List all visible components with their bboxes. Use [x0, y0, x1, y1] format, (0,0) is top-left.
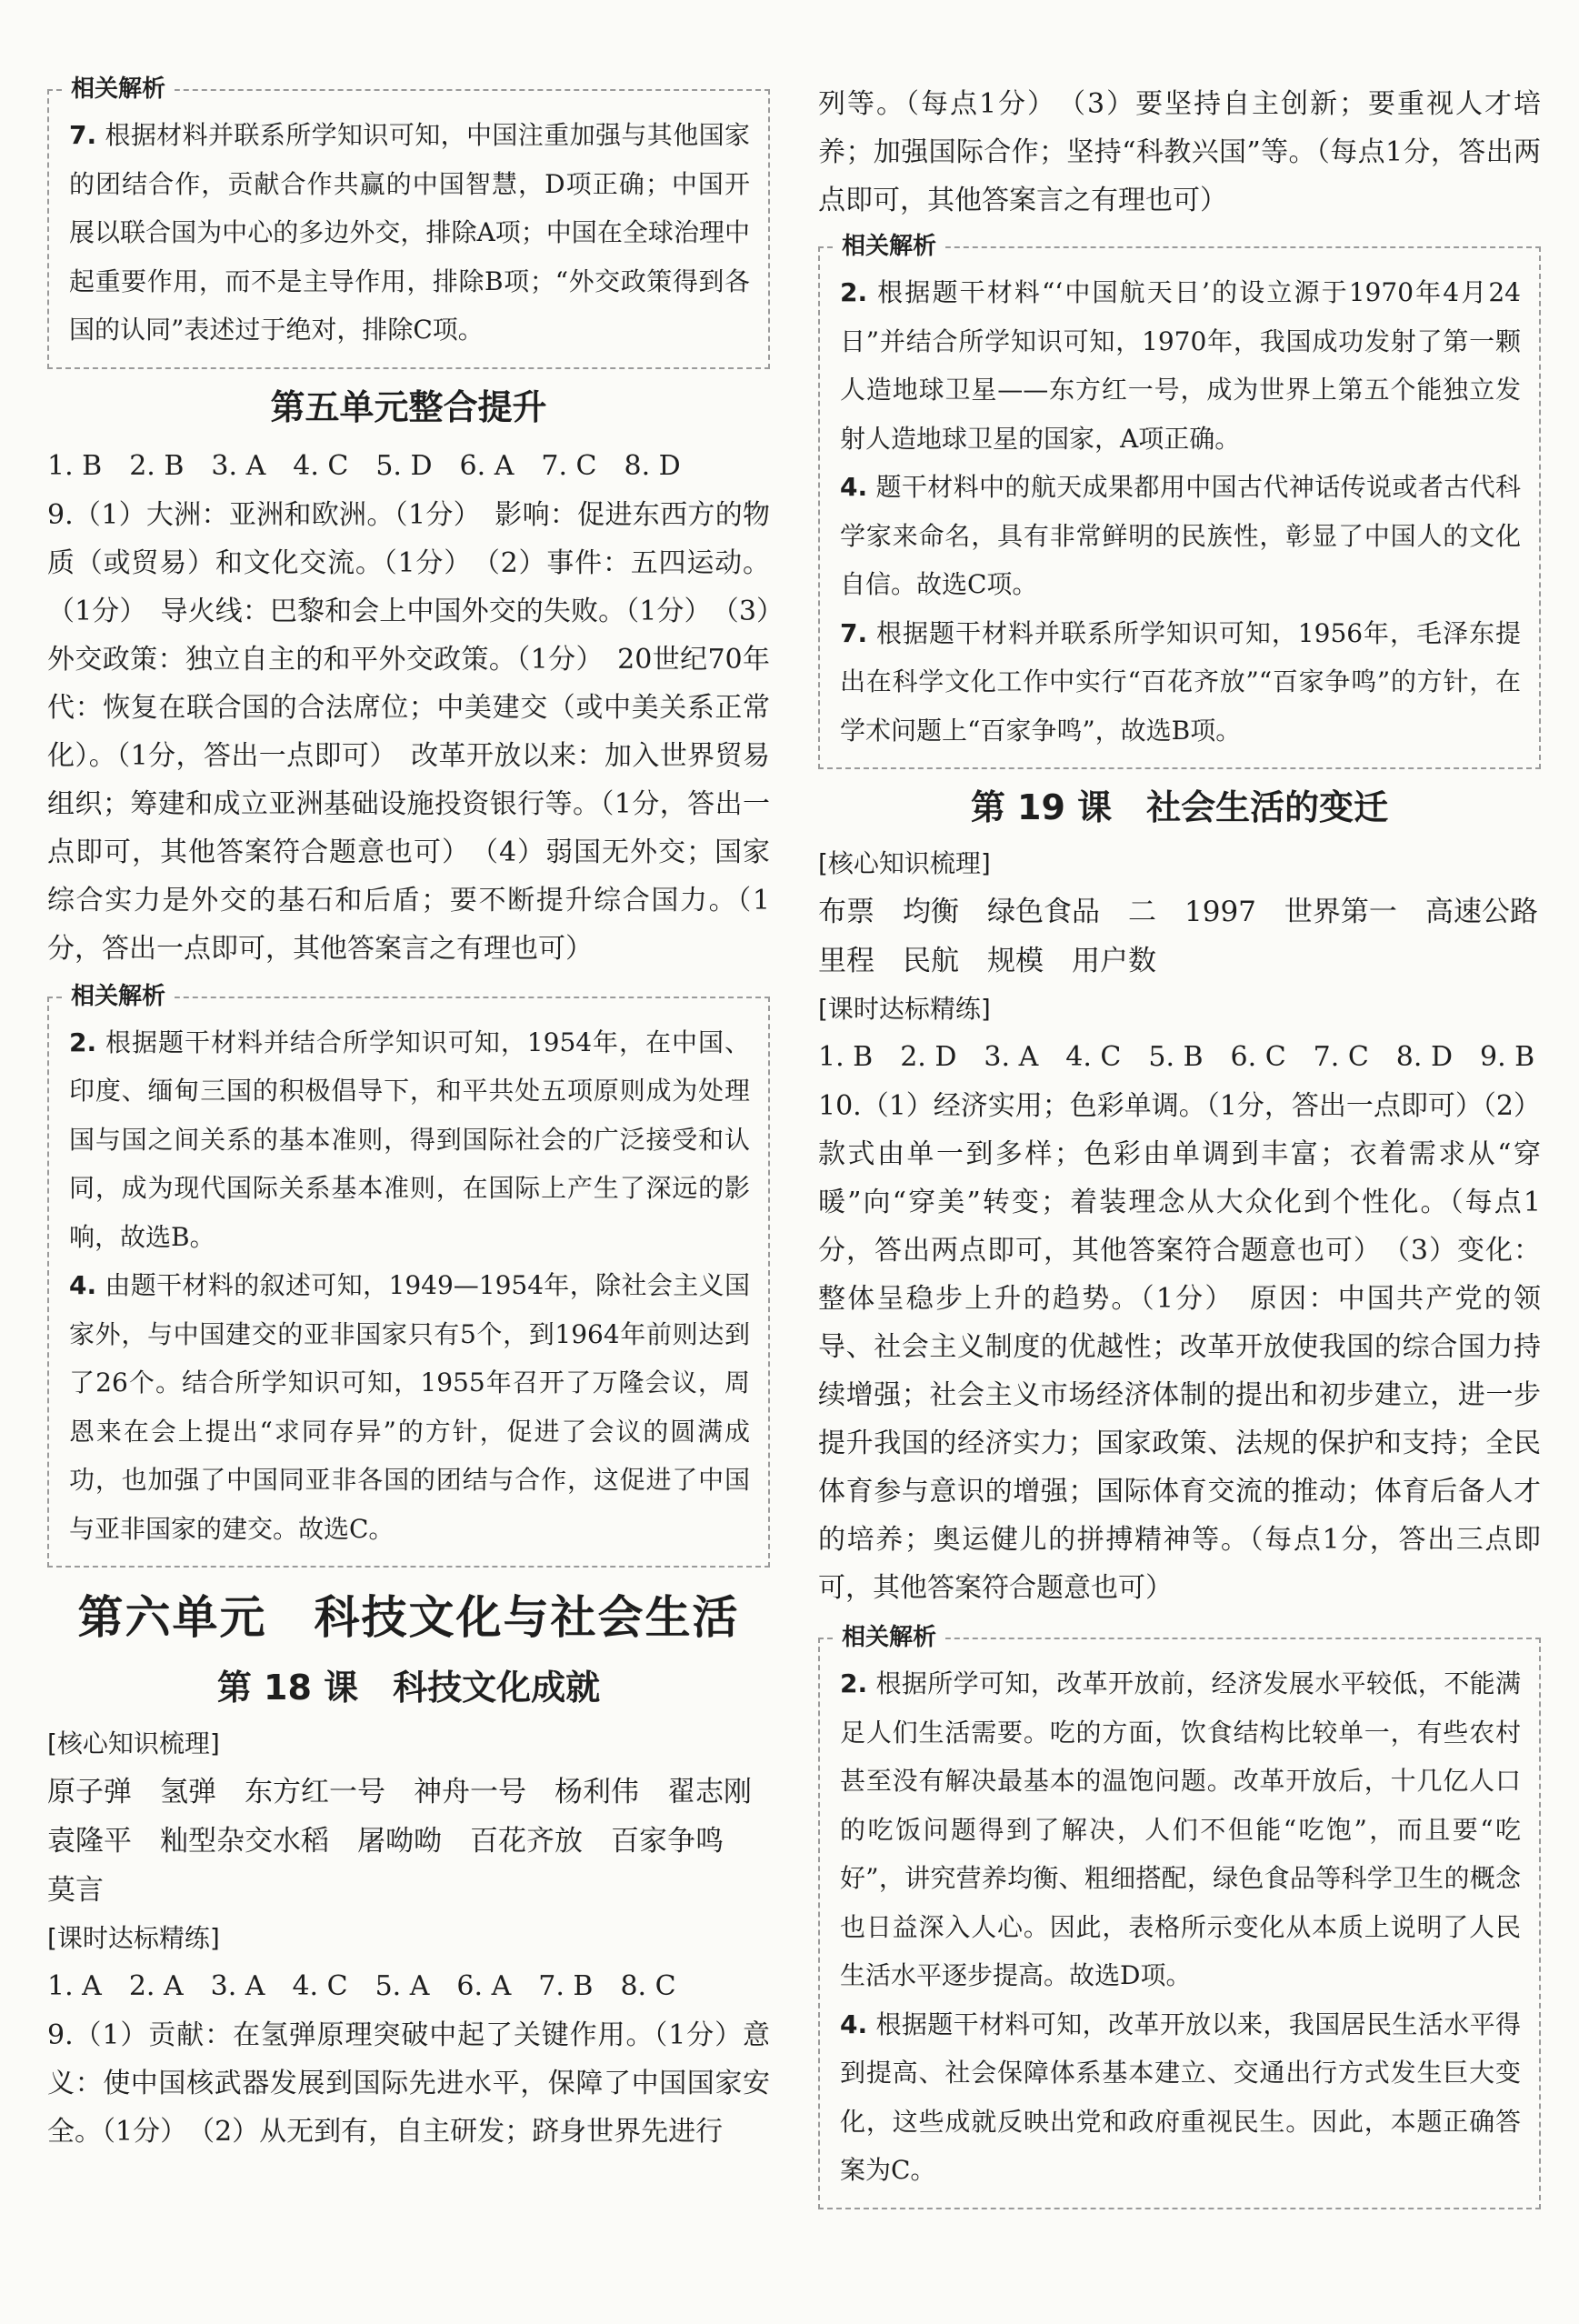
analysis-label: 相关解析 — [62, 73, 175, 105]
unit5-review-title: 第五单元整合提升 — [270, 386, 547, 427]
analysis-item: 7. 根据题干材料并联系所学知识可知，1956年，毛泽东提出在科学文化工作中实行“百花齐放”“百家争鸣”的方针，在学术问题上“百家争鸣”，故选B项。 — [840, 617, 1521, 746]
unit5-q9-answer: 9.（1）大洲：亚洲和欧洲。（1分） 影响：促进东西方的物质（或贸易）和文化交流。（1分） （2）事件：五四运动。（1分） 导火线：巴黎和会上中国外交的失败。（1分） （3）外交政策：独立自主的和平外交政策。（1分） 20世纪70年代：恢复在联合国的合法席位；中美建交（或中美关系正常化）。（1分，答出一点即可） 改革开放以来：加入世界贸易组织；筹建和成立亚洲基础设施投资银行等。（1分，答出一点即可，其他答案符合题意也可） （4）弱国无外交；国家综合实力是外交的基石和后盾；要不断提升综合国力。（1分，答出一点即可，其他答案言之有理也可） — [47, 498, 770, 965]
practice-label: [课时达标精练] — [47, 1923, 220, 1953]
analysis-item: 4. 题干材料中的航天成果都用中国古代神话传说或者古代科学家来命名，具有非常鲜明的民族性，彰显了中国人的文化自信。故选C项。 — [840, 472, 1521, 599]
analysis-label: 相关解析 — [833, 1621, 945, 1654]
right-column — [818, 80, 1541, 2222]
lesson18-keywords: 原子弹 氢弹 东方红一号 神舟一号 杨利伟 翟志刚 袁隆平 籼型杂交水稻 屠呦呦 百花齐放 百家争鸣 莫言 — [47, 1776, 780, 1907]
analysis-item: 4. 由题干材料的叙述可知，1949—1954年，除社会主义国家外，与中国建交的亚非国家只有5个，到1964年前则达到了26个。结合所学知识可知，1955年召开了万隆会议，周恩来在会上提出“求同存异”的方针，促进了会议的圆满成功，也加强了中国同亚非各国的团结与合作，这促进了中国与亚非国家的建交。故选C。 — [69, 1270, 750, 1544]
practice-label: [课时达标精练] — [818, 994, 991, 1024]
analysis-item: 2. 根据题干材料“‘中国航天日’的设立源于1970年4月24日”并结合所学知识可知，1970年，我国成功发射了第一颗人造地球卫星——东方红一号，成为世界上第五个能独立发射人造地球卫星的国家，A项正确。 — [840, 277, 1521, 454]
core-knowledge-label: [核心知识梳理] — [47, 1728, 220, 1758]
left-column — [47, 75, 780, 2156]
analysis-item: 2. 根据题干材料并结合所学知识可知，1954年，在中国、印度、缅甸三国的积极倡导下，和平共处五项原则成为处理国与国之间关系的基本准则，得到国际社会的广泛接受和认同，成为现代国际关系基本准则，在国际上产生了深远的影响，故选B。 — [69, 1027, 750, 1252]
lesson19-mc-answers: 1. B 2. D 3. A 4. C 5. B 6. C 7. C 8. D 9. B — [818, 1041, 1535, 1073]
analysis-box — [818, 1624, 1541, 2209]
analysis-box — [818, 233, 1541, 769]
lesson18-q9-answer: 9.（1）贡献：在氢弹原理突破中起了关键作用。（1分）意义：使中国核武器发展到国际先进水平，保障了中国国家安全。（1分） （2）从无到有，自主研发；跻身世界先进行 — [47, 2019, 770, 2148]
lesson18-mc-answers: 1. A 2. A 3. A 4. C 5. A 6. A 7. B 8. C — [47, 1970, 676, 2002]
analysis-item: 7. 根据材料并联系所学知识可知，中国注重加强与其他国家的团结合作，贡献合作共赢的中国智慧，D项正确；中国开展以联合国为中心的多边外交，排除A项；中国在全球治理中起重要作用，而不是主导作用，排除B项；“外交政策得到各国的认同”表述过于绝对，排除C项。 — [69, 120, 750, 345]
core-knowledge-label: [核心知识梳理] — [818, 848, 991, 878]
lesson19-q10-answer: 10.（1）经济实用；色彩单调。（1分，答出一点即可）（2）款式由单一到多样；色彩由单调到丰富；衣着需求从“穿暖”向“穿美”转变；着装理念从大众化到个性化。（每点1分，答出两点即可，其他答案符合题意也可） （3）变化：整体呈稳步上升的趋势。（1分） 原因：中国共产党的领导、社会主义制度的优越性；改革开放使我国的综合国力持续增强；社会主义市场经济体制的提出和初步建立，进一步提升我国的经济实力；国家政策、法规的保护和支持；全民体育参与意识的增强；国际体育交流的推动；体育后备人才的培养；奥运健儿的拼搏精神等。（每点1分，答出三点即可，其他答案符合题意也可） — [818, 1090, 1541, 1604]
analysis-label: 相关解析 — [62, 980, 175, 1013]
analysis-label: 相关解析 — [833, 230, 945, 263]
analysis-box — [47, 75, 770, 369]
lesson19-title: 第 19 课 社会生活的变迁 — [970, 787, 1389, 827]
analysis-box — [47, 982, 770, 1568]
analysis-item: 4. 根据题干材料可知，改革开放以来，我国居民生活水平得到提高、社会保障体系基本建立、交通出行方式发生巨大变化，这些成就反映出党和政府重视民生。因此，本题正确答案为C。 — [840, 2008, 1521, 2185]
lesson19-keywords: 布票 均衡 绿色食品 二 1997 世界第一 高速公路里程 民航 规模 用户数 — [818, 896, 1538, 977]
lesson18-title: 第 18 课 科技文化成就 — [216, 1668, 601, 1708]
analysis-item: 2. 根据所学可知，改革开放前，经济发展水平较低，不能满足人们生活需要。吃的方面，饮食结构比较单一，有些农村甚至没有解决最基本的温饱问题。改革开放后，十几亿人口的吃饭问题得到了解决，人们不但能“吃饱”，而且要“吃好”，讲究营养均衡、粗细搭配，绿色食品等科学卫生的概念也日益深入人心。因此，表格所示变化从本质上说明了人民生活水平逐步提高。故选D项。 — [840, 1668, 1521, 1990]
lesson18-q9-continued: 列等。（每点1分） （3）要坚持自主创新；要重视人才培养；加强国际合作；坚持“科教兴国”等。（每点1分，答出两点即可，其他答案言之有理也可） — [818, 88, 1541, 216]
unit6-title: 第六单元 科技文化与社会生活 — [77, 1591, 740, 1644]
unit5-mc-answers: 1. B 2. B 3. A 4. C 5. D 6. A 7. C 8. D — [47, 449, 681, 482]
